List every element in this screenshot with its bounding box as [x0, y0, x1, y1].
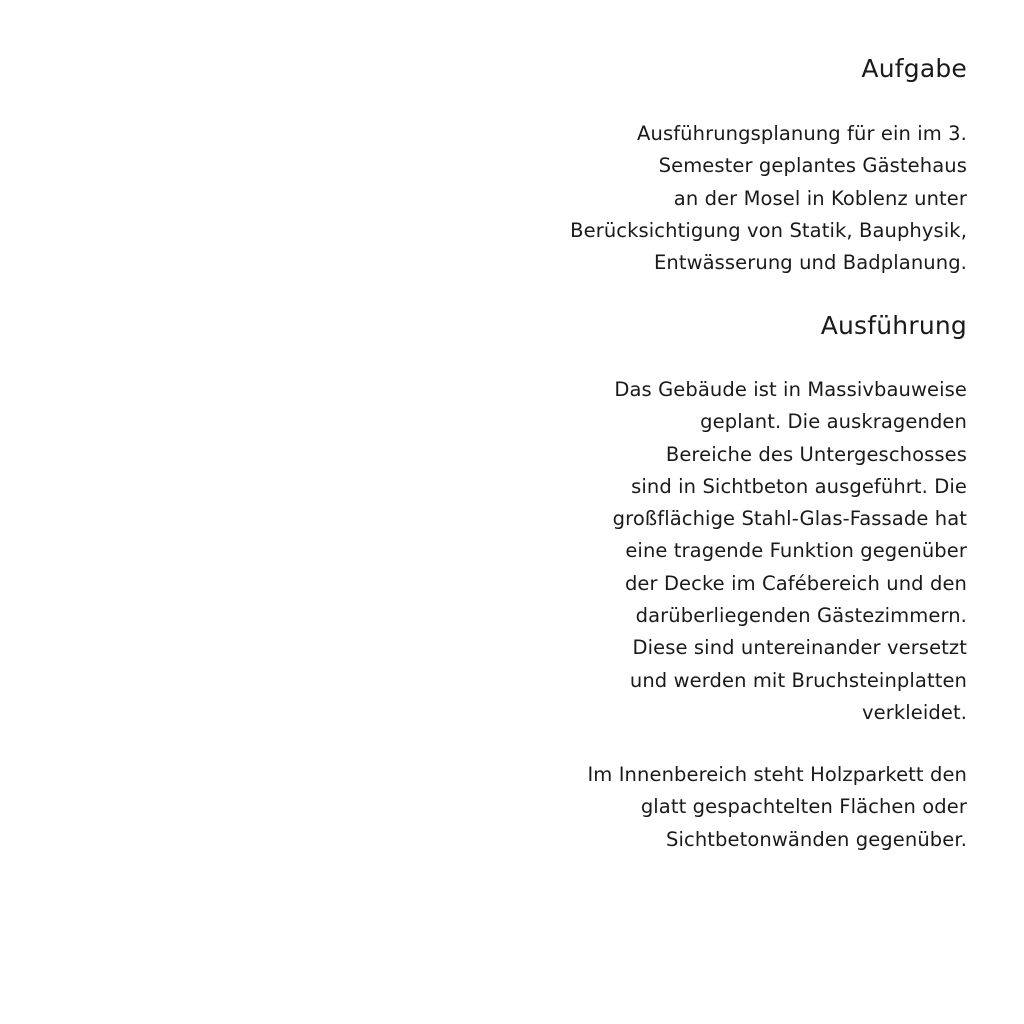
text-line: sind in Sichtbeton ausgeführt. Die	[631, 474, 967, 498]
text-line: Entwässerung und Badplanung.	[653, 251, 967, 275]
text-line: der Decke im Cafébereich und den	[624, 571, 967, 595]
paragraph-innenbereich	[587, 759, 967, 856]
text-line: eine tragende Funktion gegenüber	[625, 539, 967, 563]
text-line: Semester geplantes Gästehaus	[658, 154, 967, 178]
text-line: Sichtbetonwänden gegenüber.	[666, 827, 967, 851]
text-line: an der Mosel in Koblenz unter	[673, 186, 967, 210]
heading-ausfuehrung: Ausführung	[820, 311, 967, 340]
heading-aufgabe: Aufgabe	[861, 54, 967, 83]
text-line: Diese sind untereinander versetzt	[632, 636, 967, 660]
text-line: darüberliegenden Gästezimmern.	[635, 604, 967, 628]
text-line: großflächige Stahl-Glas-Fassade hat	[612, 507, 967, 531]
paragraph-ausfuehrung	[613, 374, 967, 729]
text-line: Im Innenbereich steht Holzparkett den	[587, 763, 967, 786]
text-line: verkleidet.	[862, 700, 967, 724]
text-line: Bereiche des Untergeschosses	[665, 442, 967, 466]
text-line: geplant. Die auskragenden	[700, 410, 967, 434]
paragraph-aufgabe	[570, 118, 967, 279]
text-line: Ausführungsplanung für ein im 3.	[637, 122, 967, 145]
text-line: Berücksichtigung von Statik, Bauphysik,	[570, 218, 967, 242]
text-line: und werden mit Bruchsteinplatten	[629, 668, 967, 692]
text-line: glatt gespachtelten Flächen oder	[640, 795, 967, 819]
text-line: Das Gebäude ist in Massivbauweise	[614, 378, 967, 401]
